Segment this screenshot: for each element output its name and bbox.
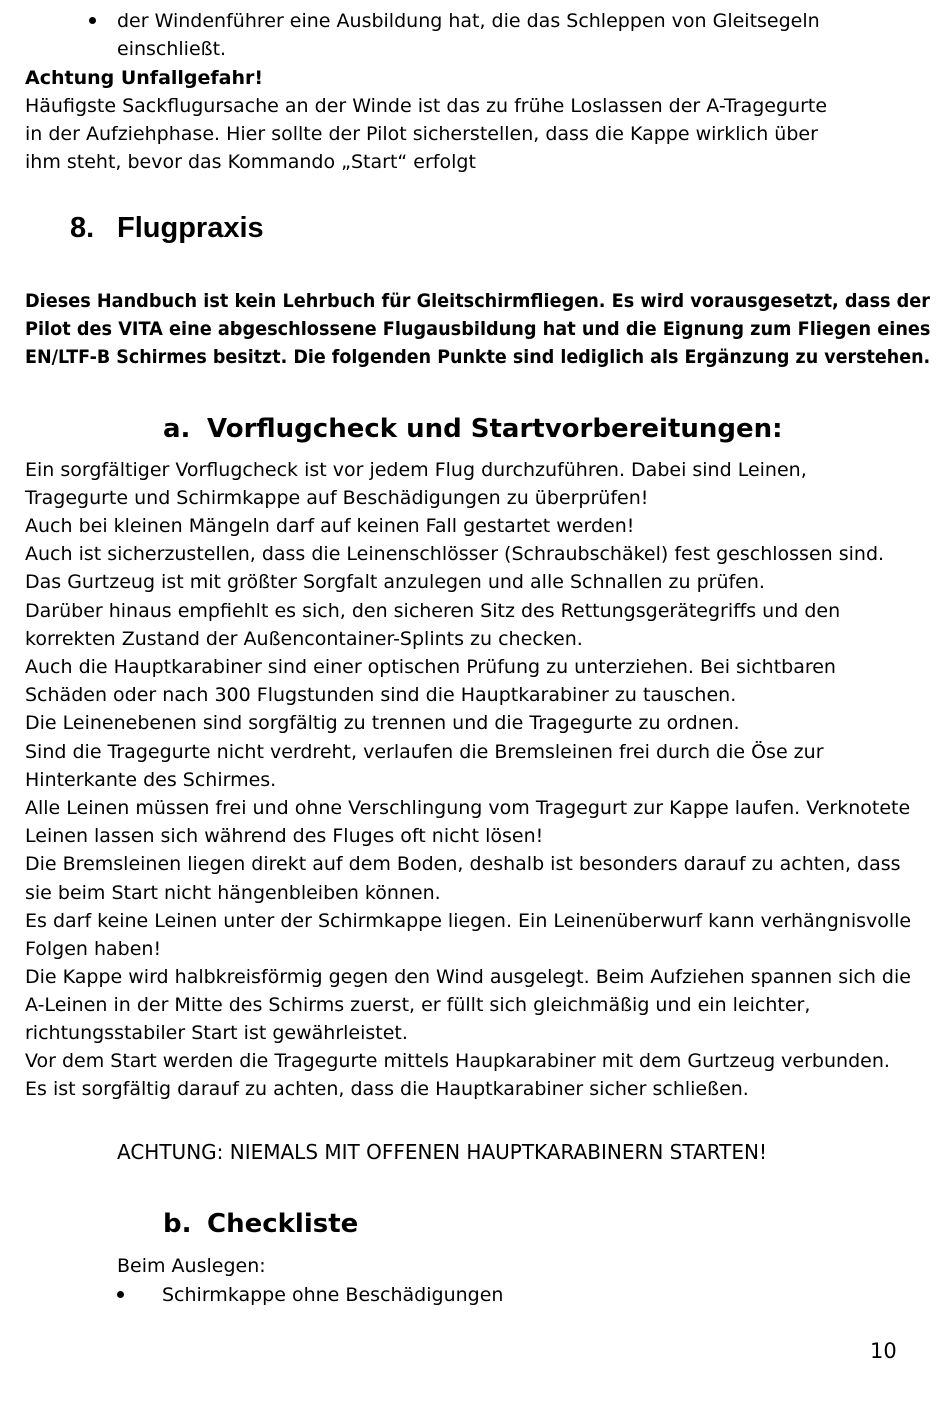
section-8-number: 8. — [70, 212, 95, 244]
subsection-b-letter: b. — [163, 1209, 192, 1239]
body-line: Tragegurte und Schirmkappe auf Beschädigungen zu überprüfen! — [25, 487, 649, 509]
body-line: Leinen lassen sich während des Fluges oft nicht lösen! — [25, 825, 544, 847]
section-8-intro-line: EN/LTF-B Schirmes besitzt. Die folgenden Punkte sind lediglich als Ergänzung zu verstehen. — [25, 346, 931, 368]
body-line: Auch ist sicherzustellen, dass die Leinenschlösser (Schraubschäkel) fest geschlossen sind. — [25, 543, 885, 565]
intro-bullet-line-1: der Windenführer eine Ausbildung hat, die das Schleppen von Gleitsegeln — [117, 10, 820, 32]
body-line: Darüber hinaus empfiehlt es sich, den sicheren Sitz des Rettungsgerätegriffs und den — [25, 600, 841, 622]
body-line: Die Leinenebenen sind sorgfältig zu trennen und die Tragegurte zu ordnen. — [25, 712, 740, 734]
body-line: korrekten Zustand der Außencontainer-Splints zu checken. — [25, 628, 583, 650]
caution-notice: ACHTUNG: NIEMALS MIT OFFENEN HAUPTKARABINERN STARTEN! — [117, 1140, 767, 1164]
subsection-a-title: Vorflugcheck und Startvorbereitungen: — [207, 414, 783, 444]
body-line: Auch bei kleinen Mängeln darf auf keinen Fall gestartet werden! — [25, 515, 635, 537]
section-8-intro-line: Pilot des VITA eine abgeschlossene Flugausbildung hat und die Eignung zum Fliegen eines — [25, 318, 931, 340]
checklist-item: Schirmkappe ohne Beschädigungen — [162, 1284, 504, 1306]
warning-title: Achtung Unfallgefahr! — [25, 67, 264, 89]
warning-line: Häufigste Sackflugursache an der Winde ist das zu frühe Loslassen der A-Tragegurte — [25, 95, 828, 117]
subsection-a-letter: a. — [163, 414, 191, 444]
body-line: Es ist sorgfältig darauf zu achten, dass die Hauptkarabiner sicher schließen. — [25, 1078, 749, 1100]
bullet-icon — [117, 1291, 124, 1298]
checklist-lead: Beim Auslegen: — [117, 1255, 266, 1277]
body-line: Sind die Tragegurte nicht verdreht, verlaufen die Bremsleinen frei durch die Öse zur — [25, 741, 824, 763]
body-line: Alle Leinen müssen frei und ohne Verschlingung vom Tragegurt zur Kappe laufen. Verknotete — [25, 797, 911, 819]
body-line: Das Gurtzeug ist mit größter Sorgfalt anzulegen und alle Schnallen zu prüfen. — [25, 571, 765, 593]
body-line: sie beim Start nicht hängenbleiben können. — [25, 882, 441, 904]
warning-line: in der Aufziehphase. Hier sollte der Pilot sicherstellen, dass die Kappe wirklich über — [25, 123, 818, 145]
subsection-b-title: Checkliste — [207, 1209, 359, 1239]
section-8-intro-line: Dieses Handbuch ist kein Lehrbuch für Gleitschirmfliegen. Es wird vorausgesetzt, dass der — [25, 290, 931, 312]
body-line: Es darf keine Leinen unter der Schirmkappe liegen. Ein Leinenüberwurf kann verhängnisvolle — [25, 910, 912, 932]
body-line: Auch die Hauptkarabiner sind einer optischen Prüfung zu unterziehen. Bei sichtbaren — [25, 656, 836, 678]
body-line: Ein sorgfältiger Vorflugcheck ist vor jedem Flug durchzuführen. Dabei sind Leinen, — [25, 459, 807, 481]
section-8-title: Flugpraxis — [117, 212, 264, 244]
warning-line: ihm steht, bevor das Kommando „Start“ erfolgt — [25, 151, 476, 173]
page-number: 10 — [870, 1339, 897, 1363]
body-line: Schäden oder nach 300 Flugstunden sind die Hauptkarabiner zu tauschen. — [25, 684, 737, 706]
body-line: richtungsstabiler Start ist gewährleistet. — [25, 1022, 408, 1044]
body-line: Folgen haben! — [25, 938, 162, 960]
body-line: Vor dem Start werden die Tragegurte mittels Haupkarabiner mit dem Gurtzeug verbunden. — [25, 1050, 890, 1072]
body-line: Die Bremsleinen liegen direkt auf dem Boden, deshalb ist besonders darauf zu achten, dass — [25, 853, 901, 875]
body-line: Hinterkante des Schirmes. — [25, 769, 277, 791]
bullet-icon — [89, 17, 96, 24]
intro-bullet-line-2: einschließt. — [117, 38, 227, 60]
body-line: Die Kappe wird halbkreisförmig gegen den Wind ausgelegt. Beim Aufziehen spannen sich die — [25, 966, 911, 988]
body-line: A-Leinen in der Mitte des Schirms zuerst, er füllt sich gleichmäßig und ein leichter, — [25, 994, 811, 1016]
